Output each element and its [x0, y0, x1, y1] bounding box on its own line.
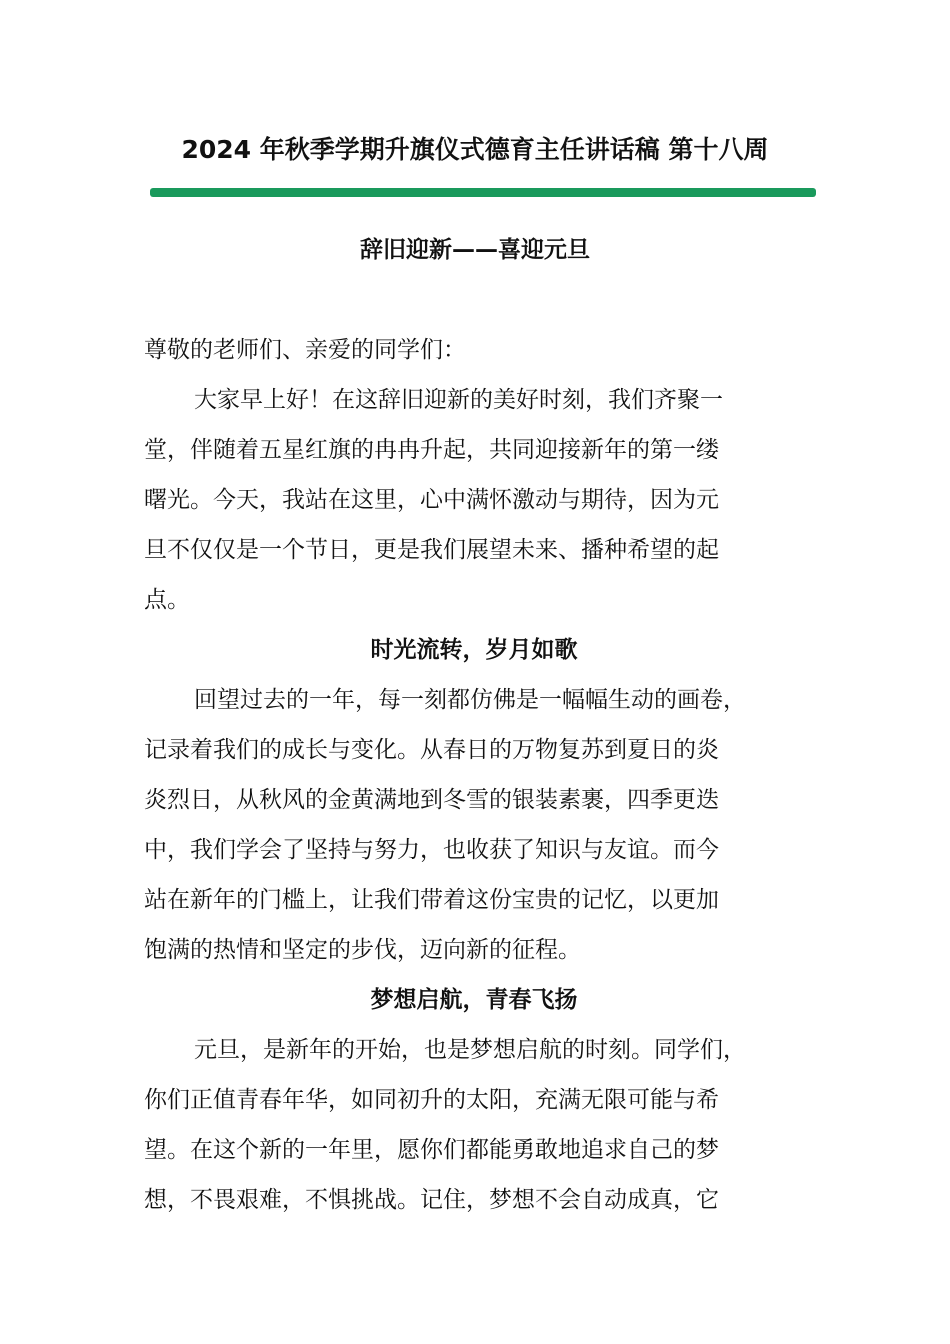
paragraph-line: 点。 — [144, 587, 190, 613]
paragraph-line: 你们正值青春年华，如同初升的太阳，充满无限可能与希 — [144, 1087, 719, 1113]
paragraph-line: 中，我们学会了坚持与努力，也收获了知识与友谊。而今 — [144, 837, 719, 863]
section-heading: 梦想启航，青春飞扬 — [370, 987, 578, 1013]
paragraph-line: 回望过去的一年，每一刻都仿佛是一幅幅生动的画卷， — [194, 687, 746, 713]
body-text — [144, 325, 824, 1225]
document-subtitle: 辞旧迎新——喜迎元旦 — [360, 237, 590, 263]
paragraph-line: 元旦，是新年的开始，也是梦想启航的时刻。同学们， — [194, 1037, 746, 1063]
paragraph-line: 旦不仅仅是一个节日，更是我们展望未来、播种希望的起 — [144, 537, 719, 563]
salutation: 尊敬的老师们、亲爱的同学们： — [144, 337, 466, 363]
paragraph-line: 大家早上好！在这辞旧迎新的美好时刻，我们齐聚一 — [194, 387, 723, 413]
paragraph-line: 曙光。今天，我站在这里，心中满怀激动与期待，因为元 — [144, 487, 719, 513]
paragraph-line: 记录着我们的成长与变化。从春日的万物复苏到夏日的炎 — [144, 737, 719, 763]
section-heading: 时光流转，岁月如歌 — [370, 637, 578, 663]
paragraph-line: 炎烈日，从秋风的金黄满地到冬雪的银装素裹，四季更迭 — [144, 787, 719, 813]
paragraph-line: 堂，伴随着五星红旗的冉冉升起，共同迎接新年的第一缕 — [144, 437, 719, 463]
document-title: 2024 年秋季学期升旗仪式德育主任讲话稿 第十八周 — [181, 135, 769, 164]
title-divider — [150, 188, 816, 197]
paragraph-line: 站在新年的门槛上，让我们带着这份宝贵的记忆，以更加 — [144, 887, 719, 913]
paragraph-line: 望。在这个新的一年里，愿你们都能勇敢地追求自己的梦 — [144, 1137, 719, 1163]
paragraph-line: 想，不畏艰难，不惧挑战。记住，梦想不会自动成真，它 — [144, 1187, 719, 1213]
paragraph-line: 饱满的热情和坚定的步伐，迈向新的征程。 — [144, 937, 581, 963]
